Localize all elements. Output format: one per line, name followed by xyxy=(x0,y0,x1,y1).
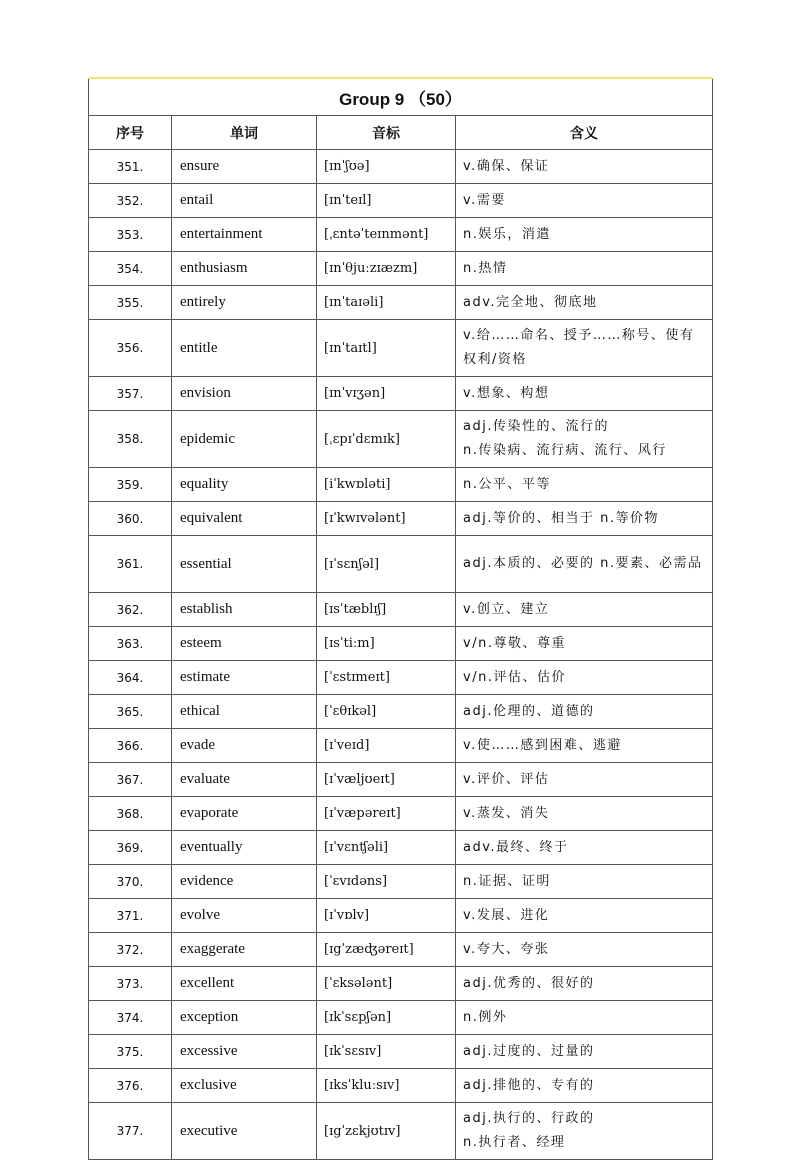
row-word: exception xyxy=(172,1001,317,1035)
row-word: entertainment xyxy=(172,218,317,252)
row-meaning: v.给……命名、授予……称号、使有权利/资格 xyxy=(456,320,713,377)
row-number: 373. xyxy=(89,967,172,1001)
row-number: 367. xyxy=(89,763,172,797)
table-row xyxy=(89,286,713,320)
table-row xyxy=(89,150,713,184)
row-phonetic: [ɪksˈkluːsɪv] xyxy=(317,1069,456,1103)
table-row xyxy=(89,967,713,1001)
row-word: ethical xyxy=(172,695,317,729)
row-phonetic: [ɪnˈθjuːzɪæzm] xyxy=(317,252,456,286)
vocabulary-sheet xyxy=(88,77,712,1160)
row-word: establish xyxy=(172,593,317,627)
row-number: 368. xyxy=(89,797,172,831)
table-row xyxy=(89,320,713,377)
row-meaning: adj.过度的、过量的 xyxy=(456,1035,713,1069)
table-row xyxy=(89,627,713,661)
row-number: 366. xyxy=(89,729,172,763)
row-meaning: n.公平、平等 xyxy=(456,468,713,502)
header-meaning: 含义 xyxy=(456,116,713,150)
row-meaning: v/n.尊敬、尊重 xyxy=(456,627,713,661)
row-meaning: v.需要 xyxy=(456,184,713,218)
row-word: equivalent xyxy=(172,502,317,536)
table-row xyxy=(89,1103,713,1160)
row-number: 360. xyxy=(89,502,172,536)
row-number: 369. xyxy=(89,831,172,865)
row-phonetic: [iˈkwɒləti] xyxy=(317,468,456,502)
row-word: entirely xyxy=(172,286,317,320)
row-phonetic: [ɪˈvɒlv] xyxy=(317,899,456,933)
row-meaning: adj.优秀的、很好的 xyxy=(456,967,713,1001)
row-meaning: adv.最终、终于 xyxy=(456,831,713,865)
row-phonetic: [ɪˈkwɪvələnt] xyxy=(317,502,456,536)
table-row xyxy=(89,933,713,967)
table-row xyxy=(89,252,713,286)
row-meaning: adj.排他的、专有的 xyxy=(456,1069,713,1103)
row-word: evade xyxy=(172,729,317,763)
table-row xyxy=(89,695,713,729)
row-phonetic: [ɪˈvæpəreɪt] xyxy=(317,797,456,831)
row-number: 358. xyxy=(89,411,172,468)
row-phonetic: [ˈɛvɪdəns] xyxy=(317,865,456,899)
table-row xyxy=(89,184,713,218)
row-phonetic: [ɪsˈtæblɪʃ] xyxy=(317,593,456,627)
row-word: envision xyxy=(172,377,317,411)
row-meaning: v.使……感到困难、逃避 xyxy=(456,729,713,763)
row-word: evolve xyxy=(172,899,317,933)
row-word: evaluate xyxy=(172,763,317,797)
row-meaning: v.创立、建立 xyxy=(456,593,713,627)
table-row xyxy=(89,831,713,865)
row-word: excessive xyxy=(172,1035,317,1069)
row-meaning: adj.传染性的、流行的 n.传染病、流行病、流行、风行 xyxy=(456,411,713,468)
row-phonetic: [ɪˈveɪd] xyxy=(317,729,456,763)
row-word: executive xyxy=(172,1103,317,1160)
row-word: equality xyxy=(172,468,317,502)
row-word: evaporate xyxy=(172,797,317,831)
row-number: 364. xyxy=(89,661,172,695)
table-row xyxy=(89,1069,713,1103)
table-row xyxy=(89,899,713,933)
row-number: 362. xyxy=(89,593,172,627)
table-row xyxy=(89,797,713,831)
row-word: eventually xyxy=(172,831,317,865)
table-row xyxy=(89,763,713,797)
row-number: 352. xyxy=(89,184,172,218)
row-number: 353. xyxy=(89,218,172,252)
row-meaning: adj.等价的、相当于 n.等价物 xyxy=(456,502,713,536)
row-word: excellent xyxy=(172,967,317,1001)
row-phonetic: [ɪsˈtiːm] xyxy=(317,627,456,661)
row-phonetic: [ɪˈvæljʊeɪt] xyxy=(317,763,456,797)
row-meaning: v.评价、评估 xyxy=(456,763,713,797)
table-row xyxy=(89,865,713,899)
row-phonetic: [ɪnˈtaɪtl] xyxy=(317,320,456,377)
row-word: esteem xyxy=(172,627,317,661)
table-row xyxy=(89,661,713,695)
row-meaning: adj.本质的、必要的 n.要素、必需品 xyxy=(456,536,713,593)
table-row xyxy=(89,536,713,593)
header-word: 单词 xyxy=(172,116,317,150)
row-word: epidemic xyxy=(172,411,317,468)
table-row xyxy=(89,1035,713,1069)
header-phonetic: 音标 xyxy=(317,116,456,150)
row-number: 351. xyxy=(89,150,172,184)
row-phonetic: [ɪnˈʃʊə] xyxy=(317,150,456,184)
row-phonetic: [ɪnˈtaɪəli] xyxy=(317,286,456,320)
row-word: estimate xyxy=(172,661,317,695)
table-row xyxy=(89,502,713,536)
row-phonetic: [ˌɛntəˈteɪnmənt] xyxy=(317,218,456,252)
row-number: 374. xyxy=(89,1001,172,1035)
row-number: 375. xyxy=(89,1035,172,1069)
row-phonetic: [ˈɛksələnt] xyxy=(317,967,456,1001)
row-phonetic: [ɪˈvɛnʧəli] xyxy=(317,831,456,865)
row-meaning: adj.伦理的、道德的 xyxy=(456,695,713,729)
row-number: 363. xyxy=(89,627,172,661)
row-phonetic: [ɪnˈteɪl] xyxy=(317,184,456,218)
row-number: 354. xyxy=(89,252,172,286)
row-meaning: v.想象、构想 xyxy=(456,377,713,411)
row-number: 371. xyxy=(89,899,172,933)
row-word: essential xyxy=(172,536,317,593)
row-phonetic: [ɪˈsɛnʃəl] xyxy=(317,536,456,593)
row-meaning: n.热情 xyxy=(456,252,713,286)
row-word: enthusiasm xyxy=(172,252,317,286)
row-phonetic: [ˈɛθɪkəl] xyxy=(317,695,456,729)
row-meaning: n.娱乐，消遣 xyxy=(456,218,713,252)
header-number: 序号 xyxy=(89,116,172,150)
row-meaning: v.确保、保证 xyxy=(456,150,713,184)
row-meaning: n.例外 xyxy=(456,1001,713,1035)
row-number: 356. xyxy=(89,320,172,377)
group-title: Group 9 （50） xyxy=(89,78,713,116)
row-word: ensure xyxy=(172,150,317,184)
row-meaning: adj.执行的、行政的 n.执行者、经理 xyxy=(456,1103,713,1160)
table-row xyxy=(89,468,713,502)
row-word: entitle xyxy=(172,320,317,377)
row-meaning: v.发展、进化 xyxy=(456,899,713,933)
row-number: 377. xyxy=(89,1103,172,1160)
row-phonetic: [ˌɛpɪˈdɛmɪk] xyxy=(317,411,456,468)
row-word: evidence xyxy=(172,865,317,899)
row-phonetic: [ɪgˈzɛkjʊtɪv] xyxy=(317,1103,456,1160)
row-phonetic: [ɪnˈvɪʒən] xyxy=(317,377,456,411)
table-row xyxy=(89,729,713,763)
row-word: exclusive xyxy=(172,1069,317,1103)
row-number: 372. xyxy=(89,933,172,967)
vocabulary-table xyxy=(88,77,713,1160)
row-meaning: n.证据、证明 xyxy=(456,865,713,899)
table-row xyxy=(89,218,713,252)
row-meaning: v.夸大、夸张 xyxy=(456,933,713,967)
row-number: 365. xyxy=(89,695,172,729)
row-number: 355. xyxy=(89,286,172,320)
table-row xyxy=(89,593,713,627)
table-row xyxy=(89,377,713,411)
row-meaning: v/n.评估、估价 xyxy=(456,661,713,695)
row-phonetic: [ɪgˈzæʤəreɪt] xyxy=(317,933,456,967)
row-number: 357. xyxy=(89,377,172,411)
row-phonetic: [ɪkˈsɛsɪv] xyxy=(317,1035,456,1069)
row-number: 370. xyxy=(89,865,172,899)
row-word: exaggerate xyxy=(172,933,317,967)
row-meaning: v.蒸发、消失 xyxy=(456,797,713,831)
row-phonetic: [ˈɛstɪmeɪt] xyxy=(317,661,456,695)
row-meaning: adv.完全地、彻底地 xyxy=(456,286,713,320)
row-phonetic: [ɪkˈsɛpʃən] xyxy=(317,1001,456,1035)
table-row xyxy=(89,1001,713,1035)
row-number: 359. xyxy=(89,468,172,502)
row-word: entail xyxy=(172,184,317,218)
table-row xyxy=(89,411,713,468)
row-number: 361. xyxy=(89,536,172,593)
row-number: 376. xyxy=(89,1069,172,1103)
table-title-row xyxy=(89,78,713,116)
table-header-row xyxy=(89,116,713,150)
